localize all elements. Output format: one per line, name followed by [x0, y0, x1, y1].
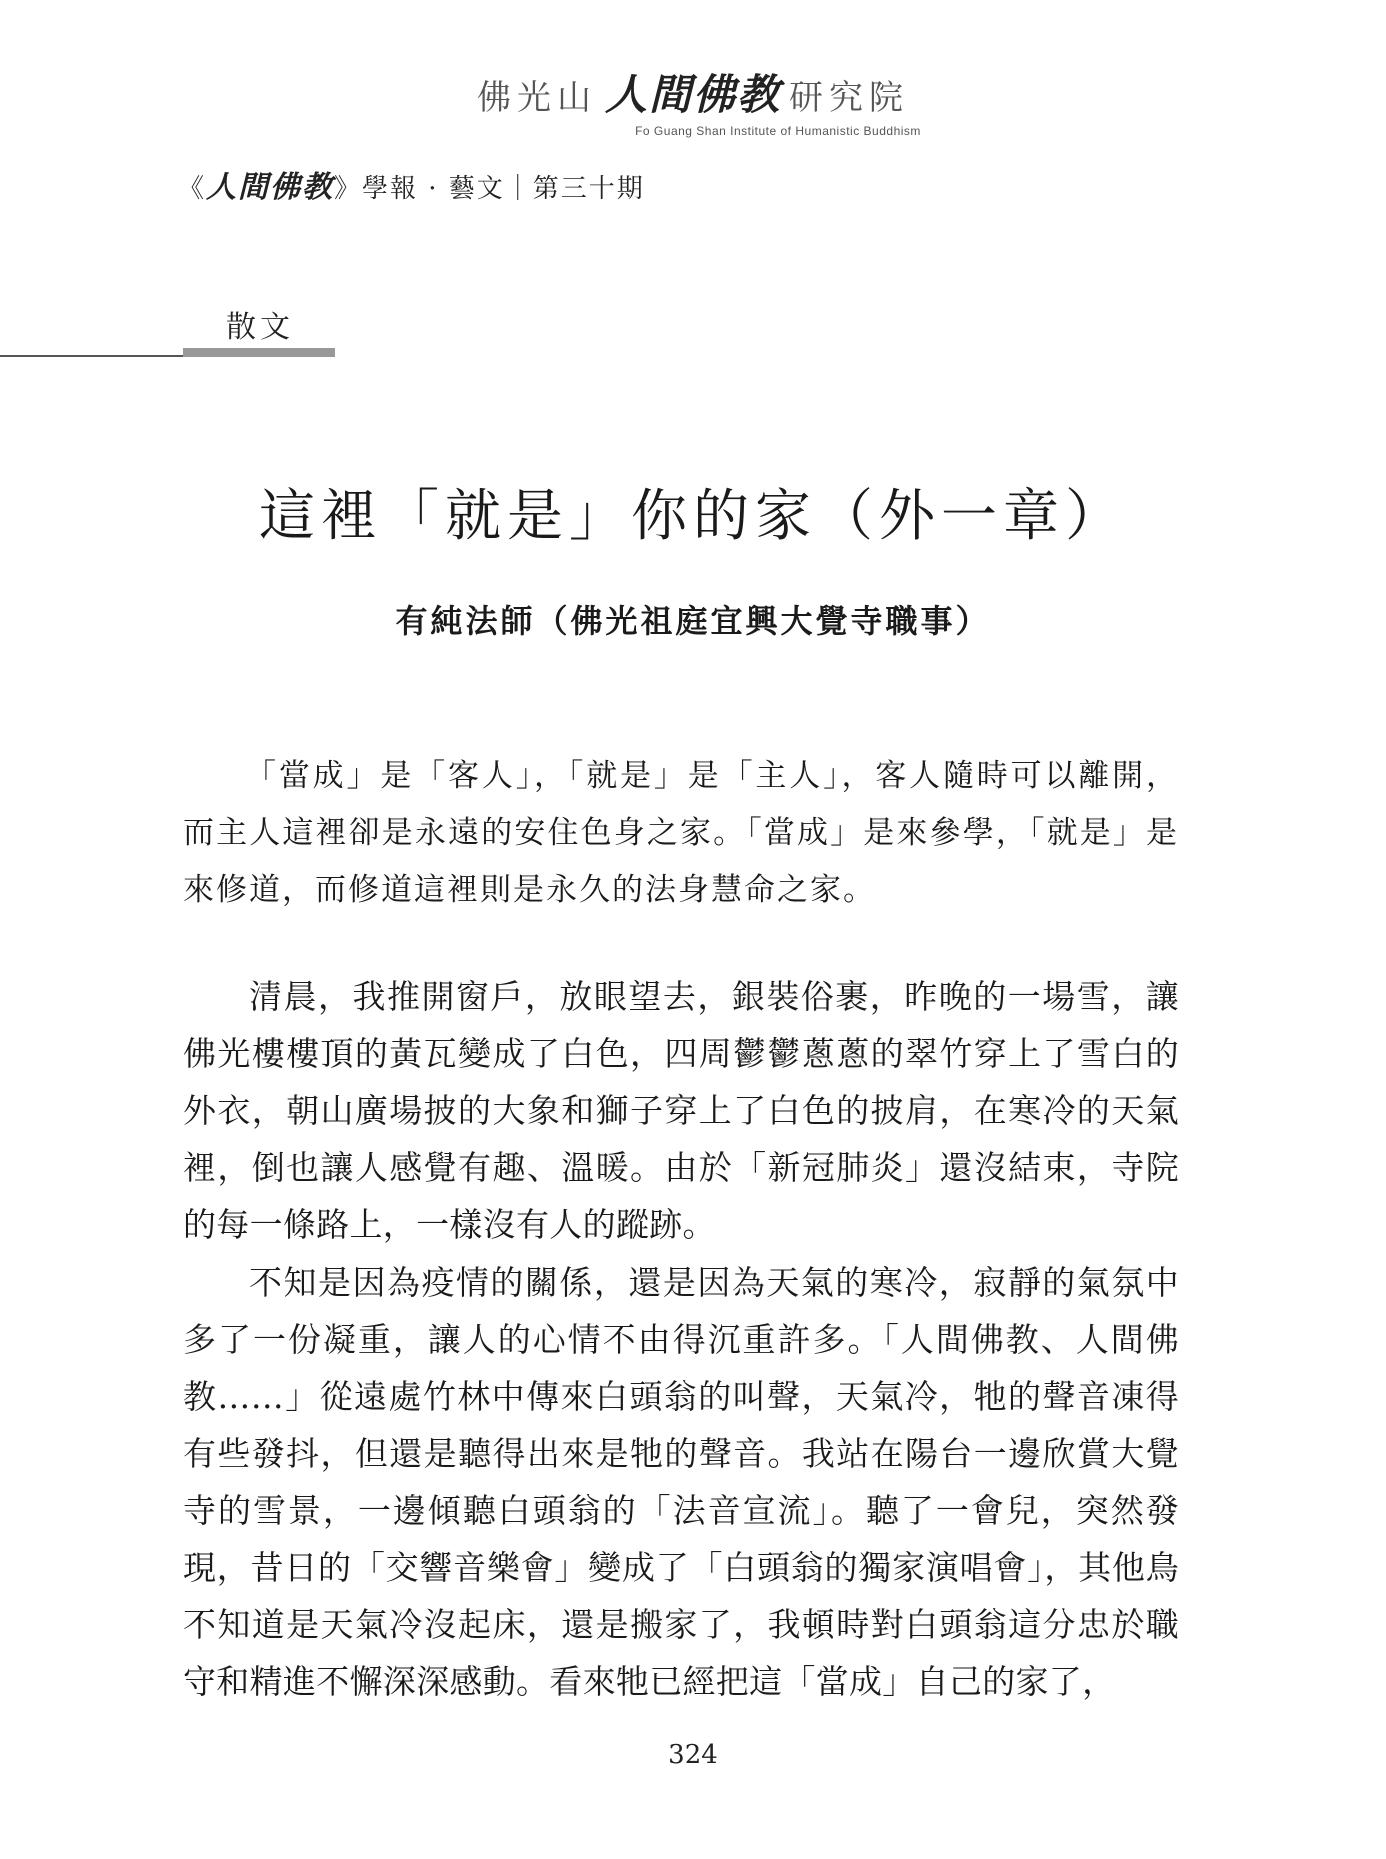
- institute-english-name: Fo Guang Shan Institute of Humanistic Buddhism: [635, 124, 921, 138]
- article-author: 有純法師（佛光祖庭宜興大覺寺職事）: [395, 602, 991, 640]
- section-divider-bar: [183, 348, 335, 357]
- institute-brand-logo: 人間佛教: [604, 70, 781, 119]
- article-paragraph: 清晨，我推開窗戶，放眼望去，銀裝俗裹，昨晚的一場雪，讓佛光樓樓頂的黃瓦變成了白色，四周鬱鬱蔥蔥的翠竹穿上了雪白的外衣，朝山廣場披的大象和獅子穿上了白色的披肩，在寒冷的天氣裡，倒也讓人感覺有趣、溫暖。由於「新冠肺炎」還沒結束，寺院的每一條路上，一樣沒有人的蹤跡。: [183, 977, 1179, 1244]
- journal-brand-logo: 人間佛教: [206, 170, 335, 205]
- institute-name-left: 佛光山: [476, 78, 597, 118]
- article-paragraph: 不知是因為疫情的關係，還是因為天氣的寒冷，寂靜的氣氛中多了一份凝重，讓人的心情不由得沉重許多。「人間佛教、人間佛教……」從遠處竹林中傳來白頭翁的叫聲，天氣冷，牠的聲音凍得有些發抖，但還是聽得出來是牠的聲音。我站在陽台一邊欣賞大覺寺的雪景，一邊傾聽白頭翁的「法音宣流」。聽了一會兒，突然發現，昔日的「交響音樂會」變成了「白頭翁的獨家演唱會」，其他鳥不知道是天氣冷沒起床，還是搬家了，我頓時對白頭翁這分忠於職守和精進不懈深深感動。看來牠已經把這「當成」自己的家了，: [183, 1263, 1179, 1701]
- institute-name: [477, 62, 909, 122]
- journal-issue-info: 》學報 · 藝文｜第三十期: [334, 174, 645, 204]
- article-title: 這裡「就是」你的家（外一章）: [259, 484, 1127, 549]
- journal-open-bracket: 《: [178, 174, 207, 204]
- page-number: 324: [668, 1740, 718, 1770]
- institute-name-right: 研究院: [789, 78, 909, 118]
- institute-header: [0, 62, 1386, 138]
- journal-running-head: [178, 162, 645, 206]
- article-paragraph-intro: 「當成」是「客人」，「就是」是「主人」，客人隨時可以離開，而主人這裡卻是永遠的安住色身之家。「當成」是來參學，「就是」是來修道，而修道這裡則是永久的法身慧命之家。: [183, 758, 1179, 908]
- section-label: 散文: [226, 310, 294, 345]
